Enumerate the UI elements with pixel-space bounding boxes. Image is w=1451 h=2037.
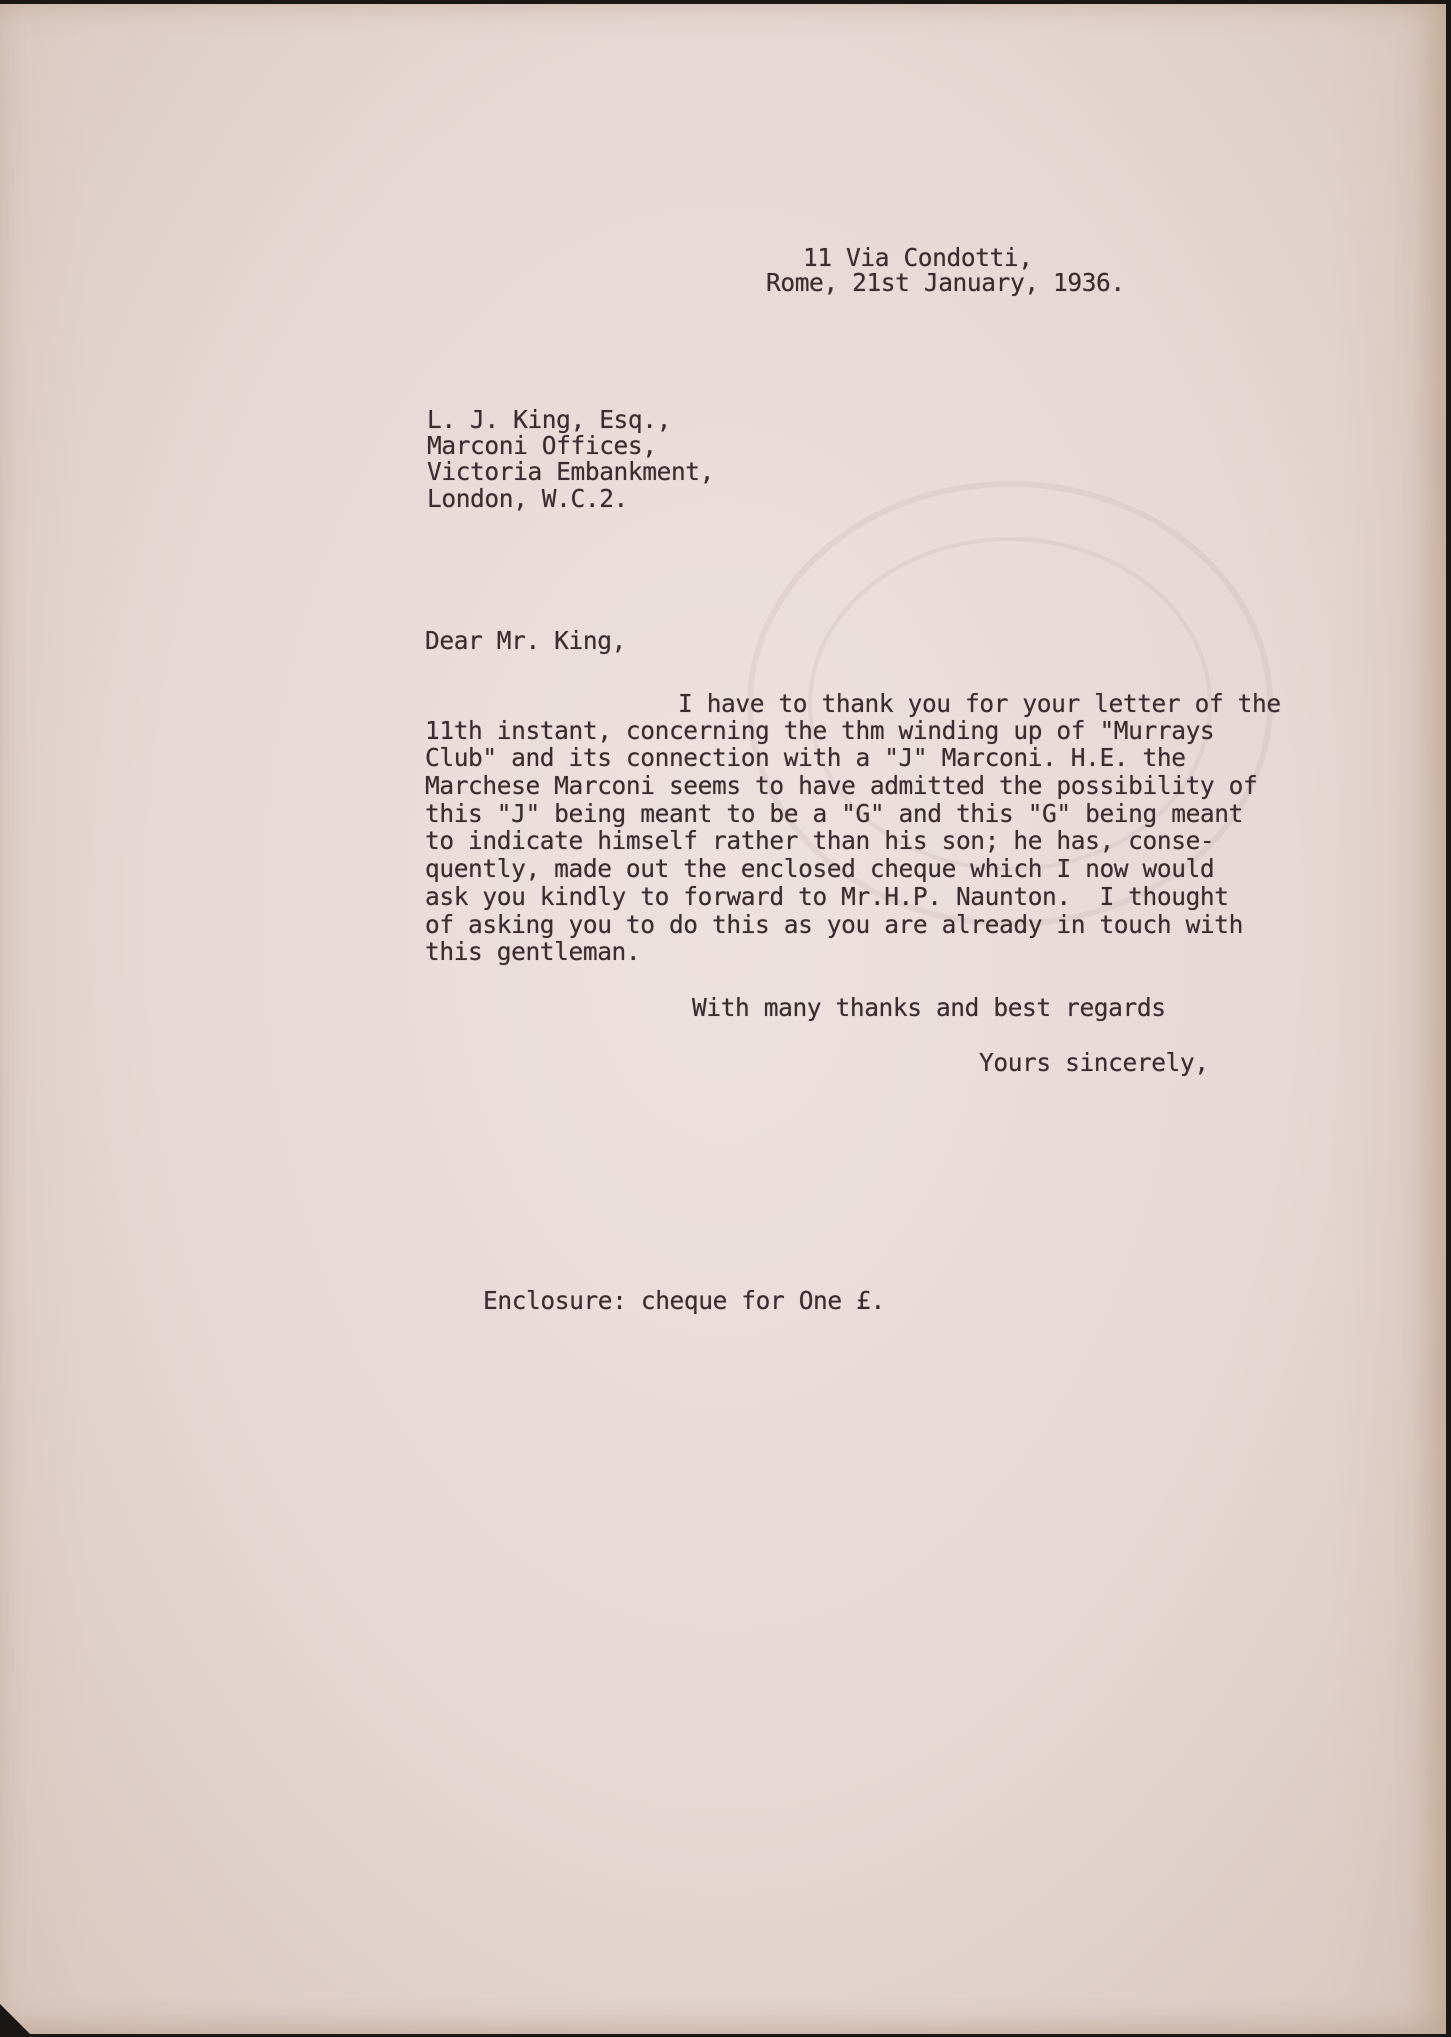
body-line-8: ask you kindly to forward to Mr.H.P. Naunton. I thought — [425, 882, 1229, 911]
body-line-7: quently, made out the enclosed cheque which I now would — [425, 854, 1215, 883]
sender-address-line-1: 11 Via Condotti, — [803, 243, 1033, 272]
body-line-9: of asking you to do this as you are already in touch with — [425, 910, 1243, 939]
recipient-address-line-3: Victoria Embankment, — [427, 457, 715, 486]
recipient-address-line-2: Marconi Offices, — [427, 431, 657, 460]
recipient-address-line-1: L. J. King, Esq., — [427, 405, 671, 434]
enclosure-note: Enclosure: cheque for One £. — [483, 1286, 885, 1315]
body-line-1: I have to thank you for your letter of the — [678, 689, 1281, 718]
body-line-5: this "J" being meant to be a "G" and this "G" being meant — [425, 799, 1243, 828]
body-line-3: Club" and its connection with a "J" Marconi. H.E. the — [425, 743, 1186, 772]
body-line-10: this gentleman. — [425, 937, 641, 966]
body-line-6: to indicate himself rather than his son; he has, conse- — [425, 826, 1215, 855]
torn-corner — [0, 2004, 30, 2034]
letter-page — [0, 4, 1446, 2034]
body-line-4: Marchese Marconi seems to have admitted the possibility of — [425, 771, 1258, 800]
sign-off: Yours sincerely, — [979, 1048, 1209, 1077]
salutation: Dear Mr. King, — [425, 626, 626, 655]
sender-address-line-2: Rome, 21st January, 1936. — [766, 268, 1125, 297]
body-line-2: 11th instant, concerning the thm winding up of "Murrays — [425, 716, 1215, 745]
recipient-address-line-4: London, W.C.2. — [427, 484, 628, 513]
closing-line: With many thanks and best regards — [692, 993, 1166, 1022]
